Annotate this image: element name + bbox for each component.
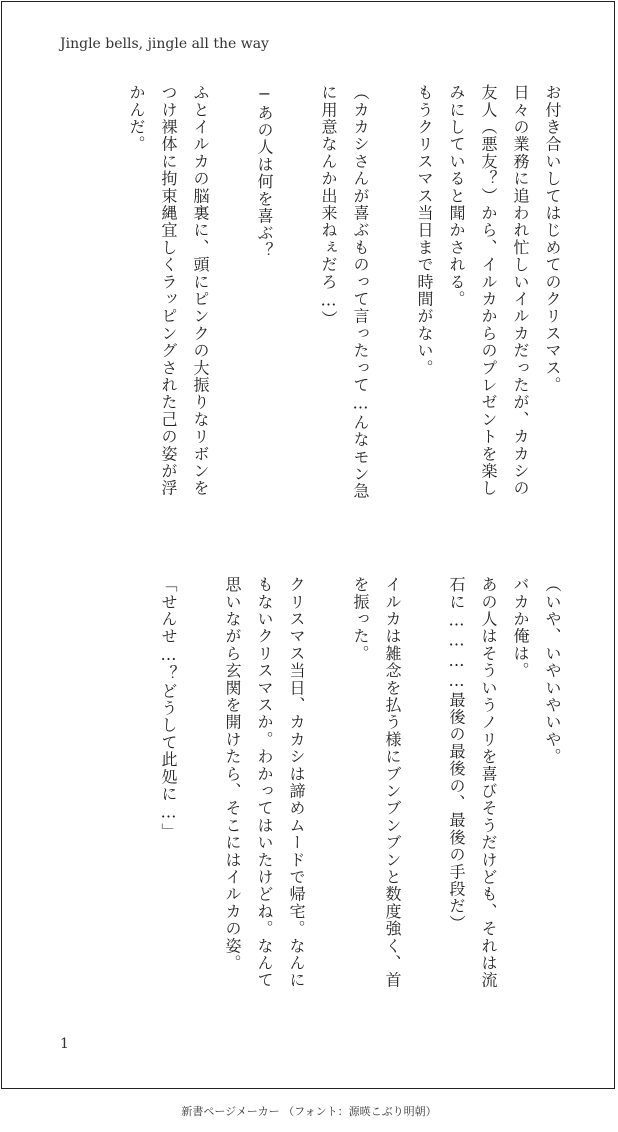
text-column: ふとイルカの脳裏に、頭にピンクの大振りなリボンを [191,84,210,497]
blank-column [280,84,312,524]
text-column: かんだ。 [127,84,146,153]
text-column: 友人（悪友？）から、イルカからのプレゼントを楽し [479,84,498,497]
text-column: イルカは雑念を払う様にブンブンブンと数度強く、首 [383,576,402,989]
blank-column [376,84,408,524]
blank-column [184,576,216,1016]
text-column: に用意なんか出来ねぇだろ…） [319,84,338,328]
blank-column [216,84,248,524]
text-block-bottom [152,576,568,1016]
page-title: Jingle bells, jingle all the way [60,36,269,52]
text-column: バカか俺は。 [511,576,530,680]
text-column: もうクリスマス当日まで時間がない。 [415,84,434,377]
blank-column [408,576,440,1016]
page-number: 1 [60,1036,69,1052]
text-column: あの人はそういうノリを喜びそうだけども、それは流 [479,576,498,989]
text-column: 「せんせ…？どうして此処に…」 [159,576,178,840]
text-column: −あの人は何を喜ぶ？ [255,84,274,259]
text-column: 石に…………最後の最後の、最後の手段だ） [447,576,466,932]
text-block-top [120,84,568,524]
text-column: みにしていると聞かされる。 [447,84,466,308]
text-column: クリスマス当日、カカシは諦めムードで帰宅。なんに [287,576,306,989]
text-column: もないクリスマスか。わかってはいたけどね。なんて [255,576,274,989]
text-column: お付き合いしてはじめてのクリスマス。 [543,84,562,394]
text-column: つけ裸体に拘束縄宜しくラッピングされた己の姿が浮 [159,84,178,497]
text-column: （いや、いやいやいや。 [543,576,562,766]
footer-caption: 新書ページメーカー （フォント：源暎こぶり明朝） [181,1105,437,1118]
blank-column [312,576,344,1016]
text-column: （カカシさんが喜ぶものって言ったって…んなモン急 [351,84,370,500]
text-column: を振った。 [351,576,370,662]
text-column: 日々の業務に追われ忙しいイルカだったが、カカシの [511,84,530,497]
text-column: 思いながら玄関を開けたら、そこにはイルカの姿。 [223,576,242,972]
